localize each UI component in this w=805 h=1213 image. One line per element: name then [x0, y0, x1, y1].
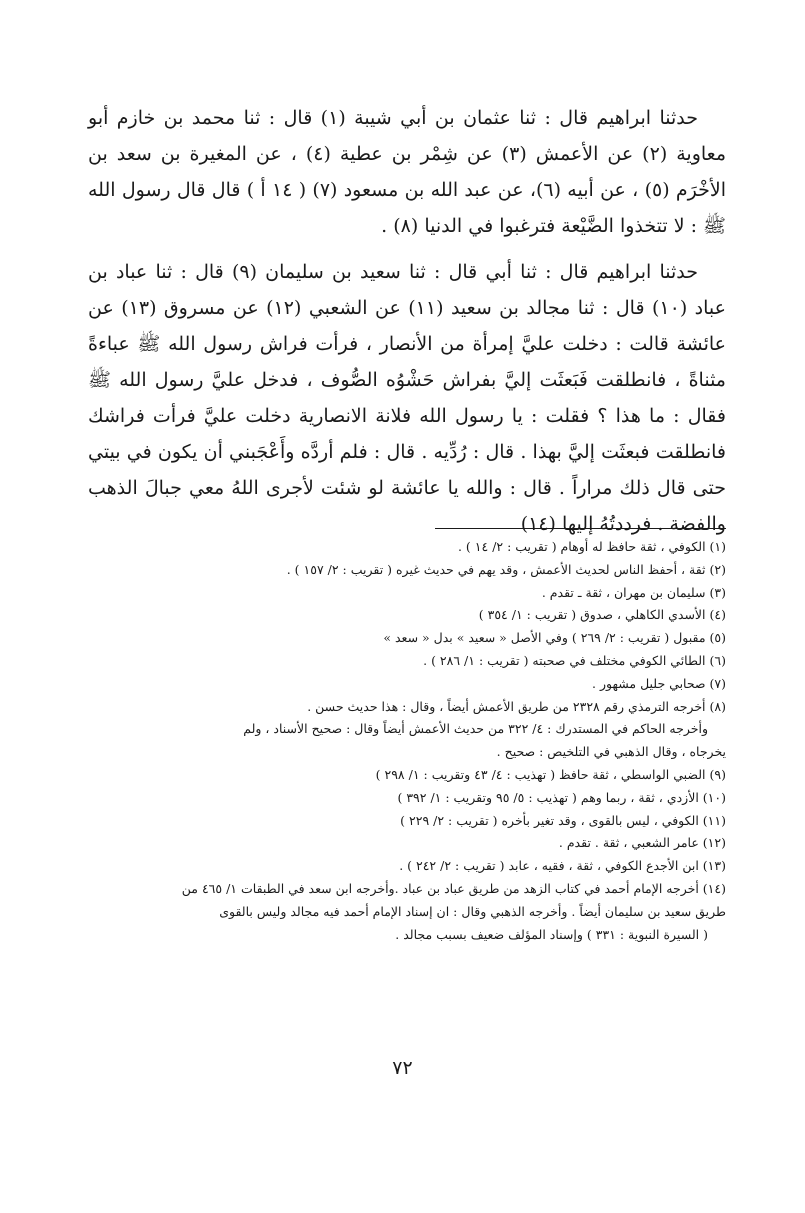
- footnote-3: (٣) سليمان بن مهران ، ثقة ـ تقدم .: [541, 584, 726, 600]
- footnote-8: (٨) أخرجه الترمذي رقم ٢٣٢٨ من طريق الأعمش أيضاً ، وقال : هذا حديث حسن .: [307, 698, 726, 714]
- footnotes: [95, 536, 726, 946]
- footnote-14-continuation-1: طريق سعيد بن سليمان أيضاً . وأخرجه الذهبي وقال : ان إسناد الإمام أحمد فيه مجالد وليس بالقوى: [219, 903, 726, 919]
- footnote-12: (١٢) عامر الشعبي ، ثقة . تقدم .: [558, 835, 726, 851]
- footnote-10: (١٠) الأزدي ، ثقة ، ربما وهم ( تهذيب : ٥/ ٩٥ وتقريب : ١/ ٣٩٢ ): [397, 789, 726, 805]
- footnote-5: (٥) مقبول ( تقريب : ٢/ ٢٦٩ ) وفي الأصل « سعيد » بدل « سعد »: [383, 630, 726, 646]
- footnote-13: (١٣) ابن الأجدع الكوفي ، ثقة ، فقيه ، عابد ( تقريب : ٢/ ٢٤٢ ) .: [399, 858, 726, 874]
- footnote-6: (٦) الطائي الكوفي مختلف في صحبته ( تقريب : ١/ ٢٨٦ ) .: [423, 652, 726, 668]
- footnote-7: (٧) صحابي جليل مشهور .: [592, 675, 726, 691]
- footnote-4: (٤) الأسدي الكاهلي ، صدوق ( تقريب : ١/ ٣٥٤ ): [478, 607, 726, 623]
- footnote-9: (٩) الضبي الواسطي ، ثقة حافظ ( تهذيب : ٤/ ٤٣ وتقريب : ١/ ٢٩٨ ): [375, 766, 726, 782]
- hadith-paragraph-1: حدثنا ابراهيم قال : ثنا عثمان بن أبي شيبة (١) قال : ثنا محمد بن خازم أبو معاوية (٢) عن الأعمش (٣) عن شِمْر بن عطية (٤) ، عن المغيرة بن سعد بن الأخْرَم (٥) ، عن أبيه (٦)، عن عبد الله بن مسعود (٧) ( ١٤ أ ) قال قال رسول الله ﷺ : لا تتخذوا الضَّيْعة فترغبوا في الدنيا (٨) .: [88, 107, 727, 237]
- hadith-paragraph-2: حدثنا ابراهيم قال : ثنا أبي قال : ثنا سعيد بن سليمان (٩) قال : ثنا عباد بن عباد (١٠) قال : ثنا مجالد بن سعيد (١١) عن الشعبي (١٢) عن مسروق (١٣) عن عائشة قالت : دخلت عليَّ إمرأة من الأنصار ، فرأت فراش رسول الله ﷺ عباءةً مثناةً ، فانطلقت فَبَعثَت إليَّ بفراش حَشْوُه الصُّوف ، فدخل عليَّ رسول الله ﷺ فقال : ما هذا ؟ فقلت : يا رسول الله فلانة الانصارية دخلت عليَّ فرأت فراشك فانطلقت فبعثَت إليَّ بهذا . قال : رُدِّيه . قال : فلم أردَّه وأَعْجَبني أن يكون في بيتي حتى قال ذلك مراراً . قال : والله يا عائشة لو شئت لأجرى اللهُ معي جبالَ الذهب والفضة . فرددتُهُ إليها (١٤): [88, 261, 726, 535]
- footnote-1: (١) الكوفي ، ثقة حافظ له أوهام ( تقريب : ٢/ ١٤ ) .: [457, 539, 726, 554]
- footnote-8-continuation-1: وأخرجه الحاكم في المستدرك : ٤/ ٣٢٢ من حديث الأعمش أيضاً وقال : صحيح الأسناد ، ولم: [243, 721, 708, 737]
- footnote-14: (١٤) أخرجه الإمام أحمد في كتاب الزهد من طريق عباد بن عباد .وأخرجه ابن سعد في الطبقات ١/ ٤٦٥ من: [181, 880, 726, 896]
- main-text: [88, 100, 726, 552]
- footnote-2: (٢) ثقة ، أحفظ الناس لحديث الأعمش ، وقد يهم في حديث غيره ( تقريب : ٢/ ١٥٧ ) .: [286, 561, 726, 577]
- footnote-separator: [435, 528, 726, 529]
- footnote-14-continuation-2: ( السيرة النبوية : ٣٣١ ) وإسناد المؤلف ضعيف بسبب مجالد .: [395, 926, 708, 942]
- page-number: ٧٢: [392, 1057, 413, 1079]
- footnote-8-continuation-2: يخرجاه ، وقال الذهبي في التلخيص : صحيح .: [496, 744, 726, 760]
- footnote-11: (١١) الكوفي ، ليس بالقوى ، وقد تغير بأخره ( تقريب : ٢/ ٢٢٩ ): [400, 812, 726, 828]
